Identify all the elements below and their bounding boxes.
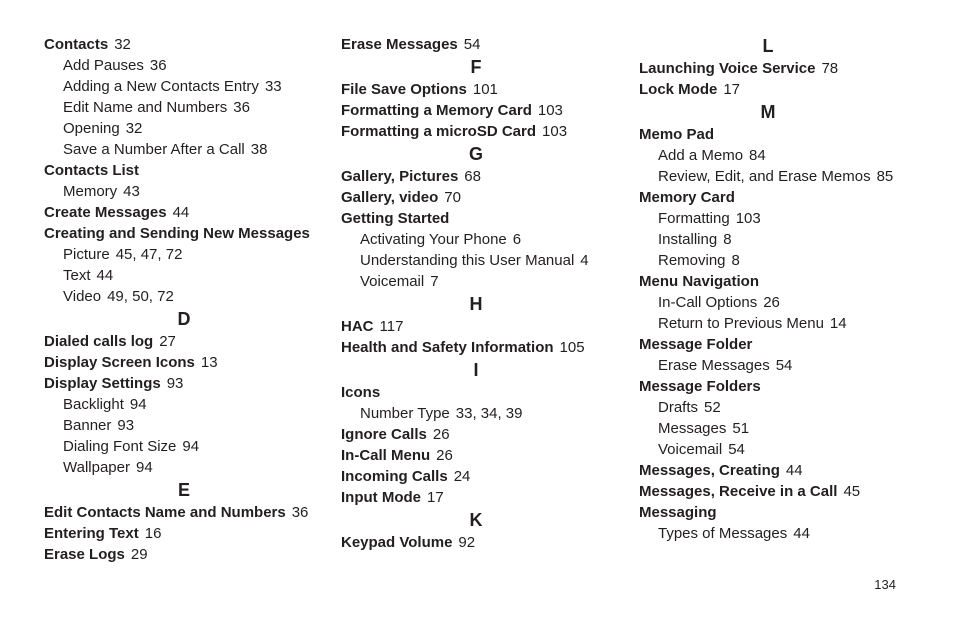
index-subentry [639, 208, 897, 229]
entry-page-ref: 33, 34, 39 [455, 405, 523, 422]
index-subentry [639, 439, 897, 460]
index-entry [341, 532, 611, 553]
entry-page-ref: 45, 47, 72 [115, 246, 183, 263]
entry-page-ref: 51 [732, 420, 750, 437]
entry-page-ref: 16 [144, 525, 162, 542]
entry-label: Create Messages [44, 204, 167, 221]
entry-label: Memo Pad [639, 126, 715, 143]
entry-page-ref: 49, 50, 72 [107, 288, 174, 305]
index-entry [44, 502, 324, 523]
entry-label: Voicemail [360, 273, 425, 290]
index-entry [639, 376, 897, 397]
index-subentry [639, 397, 897, 418]
entry-page-ref: 68 [464, 168, 481, 185]
entry-page-ref: 94 [182, 438, 200, 455]
entry-page-ref: 94 [135, 459, 153, 476]
entry-label: Edit Name and Numbers [63, 99, 228, 116]
index-entry [341, 466, 611, 487]
entry-label: Formatting a Memory Card [341, 102, 532, 119]
index-column-1 [44, 34, 324, 565]
index-entry [341, 100, 611, 121]
entry-page-ref: 44 [785, 462, 803, 479]
entry-label: Review, Edit, and Erase Memos [658, 168, 871, 185]
entry-label: Input Mode [341, 489, 421, 506]
entry-label: Save a Number After a Call [63, 141, 245, 158]
index-entry [639, 124, 897, 145]
entry-label: Text [63, 267, 91, 284]
entry-label: Messaging [639, 504, 717, 521]
entry-page-ref: 54 [775, 357, 793, 374]
index-entry [639, 502, 897, 523]
entry-label: Number Type [360, 405, 450, 422]
index-entry [341, 187, 611, 208]
entry-label: Message Folders [639, 378, 761, 395]
index-subentry [639, 229, 897, 250]
entry-page-ref: 24 [453, 468, 471, 485]
index-subentry [44, 394, 324, 415]
entry-label: Erase Logs [44, 546, 125, 563]
index-subentry [44, 139, 324, 160]
entry-label: Keypad Volume [341, 534, 453, 551]
index-entry [44, 34, 324, 55]
index-entry [341, 121, 611, 142]
entry-label: Opening [63, 120, 120, 137]
index-entry [44, 373, 324, 394]
entry-label: Contacts List [44, 162, 140, 179]
index-subentry [44, 415, 324, 436]
entry-label: Dialing Font Size [63, 438, 177, 455]
entry-page-ref: 26 [432, 426, 450, 443]
entry-page-ref: 117 [379, 318, 404, 335]
index-entry [44, 352, 324, 373]
index-entry [44, 544, 324, 565]
entry-label: Formatting [658, 210, 730, 227]
index-subentry [639, 250, 897, 271]
index-subentry [341, 271, 611, 292]
index-entry [639, 481, 897, 502]
index-letter-heading: G [468, 144, 483, 164]
index-entry [341, 337, 611, 358]
entry-page-ref: 13 [200, 354, 218, 371]
entry-label: Add Pauses [63, 57, 144, 74]
entry-label: Creating and Sending New Messages [44, 225, 310, 242]
index-subentry [639, 313, 897, 334]
entry-page-ref: 101 [472, 81, 498, 98]
entry-label: Message Folder [639, 336, 753, 353]
index-entry [639, 58, 897, 79]
index-entry [44, 223, 324, 244]
entry-page-ref: 105 [559, 339, 585, 356]
index-entry [341, 445, 611, 466]
index-entry [44, 160, 324, 181]
index-letter-heading: F [470, 57, 482, 77]
entry-label: Video [63, 288, 102, 305]
entry-page-ref: 103 [542, 123, 568, 140]
entry-label: Banner [63, 417, 112, 434]
index-subentry [44, 265, 324, 286]
entry-label: Formatting a microSD Card [341, 123, 537, 140]
index-letter-heading: E [177, 480, 190, 500]
entry-page-ref: 36 [233, 99, 250, 116]
entry-page-ref: 103 [537, 102, 563, 119]
index-entry [44, 202, 324, 223]
entry-page-ref: 54 [463, 36, 481, 53]
entry-label: Menu Navigation [639, 273, 760, 290]
entry-page-ref: 8 [723, 231, 732, 248]
index-entry [639, 187, 897, 208]
index-subentry [44, 181, 324, 202]
entry-page-ref: 84 [749, 147, 766, 164]
entry-page-ref: 44 [96, 267, 114, 284]
entry-label: Display Settings [44, 375, 161, 392]
entry-page-ref: 7 [430, 273, 439, 290]
entry-page-ref: 26 [436, 447, 453, 464]
index-letter-heading: L [762, 36, 774, 56]
entry-label: In-Call Menu [341, 447, 431, 464]
entry-label: Gallery, Pictures [341, 168, 459, 185]
entry-label: Edit Contacts Name and Numbers [44, 504, 286, 521]
entry-page-ref: 52 [704, 399, 721, 416]
entry-page-ref: 6 [512, 231, 522, 248]
entry-page-ref: 17 [723, 81, 741, 98]
index-entry [44, 523, 324, 544]
index-entry [341, 208, 611, 229]
index-subentry [639, 523, 897, 544]
index-entry [341, 79, 611, 100]
index-subentry [341, 250, 611, 271]
entry-label: Getting Started [341, 210, 450, 227]
entry-page-ref: 103 [735, 210, 761, 227]
entry-label: Understanding this User Manual [360, 252, 575, 269]
entry-page-ref: 17 [426, 489, 444, 506]
entry-page-ref: 29 [130, 546, 148, 563]
index-entry [639, 460, 897, 481]
entry-page-ref: 32 [125, 120, 143, 137]
entry-label: Dialed calls log [44, 333, 154, 350]
entry-page-ref: 70 [444, 189, 461, 206]
entry-label: Installing [658, 231, 718, 248]
entry-label: Return to Previous Menu [658, 315, 824, 332]
entry-label: Memory [63, 183, 118, 200]
index-entry [341, 382, 611, 403]
index-subentry [44, 436, 324, 457]
entry-label: Types of Messages [658, 525, 788, 542]
index-subentry [44, 286, 324, 307]
entry-label: Messages, Receive in a Call [639, 483, 838, 500]
entry-label: Gallery, video [341, 189, 439, 206]
entry-label: Drafts [658, 399, 699, 416]
entry-label: Removing [658, 252, 726, 269]
entry-label: Memory Card [639, 189, 735, 206]
entry-label: Messages, Creating [639, 462, 780, 479]
entry-page-ref: 43 [123, 183, 140, 200]
index-entry [341, 166, 611, 187]
index-column-2 [341, 34, 611, 553]
entry-page-ref: 94 [129, 396, 147, 413]
index-entry [639, 79, 897, 100]
entry-label: Launching Voice Service [639, 60, 816, 77]
entry-label: Picture [63, 246, 110, 263]
entry-label: Voicemail [658, 441, 723, 458]
entry-label: In-Call Options [658, 294, 758, 311]
index-letter-heading: I [473, 360, 479, 380]
entry-label: Adding a New Contacts Entry [63, 78, 259, 95]
index-letter-heading: M [760, 102, 776, 122]
entry-label: HAC [341, 318, 374, 335]
entry-page-ref: 45 [843, 483, 861, 500]
entry-page-ref: 33 [264, 78, 282, 95]
entry-page-ref: 36 [149, 57, 167, 74]
index-subentry [44, 244, 324, 265]
index-subentry [639, 292, 897, 313]
entry-page-ref: 32 [114, 36, 131, 53]
entry-label: Display Screen Icons [44, 354, 195, 371]
entry-label: Messages [658, 420, 727, 437]
entry-page-ref: 38 [250, 141, 268, 158]
index-entry [639, 271, 897, 292]
index-letter-heading: D [177, 309, 191, 329]
index-subentry [44, 76, 324, 97]
index-letter-heading: H [469, 294, 483, 314]
index-entry [341, 34, 611, 55]
index-subentry [639, 418, 897, 439]
entry-page-ref: 4 [580, 252, 589, 269]
entry-label: Activating Your Phone [360, 231, 507, 248]
index-subentry [44, 457, 324, 478]
index-subentry [341, 403, 611, 424]
entry-label: Health and Safety Information [341, 339, 554, 356]
index-entry [341, 316, 611, 337]
index-subentry [44, 118, 324, 139]
entry-label: Wallpaper [63, 459, 130, 476]
entry-label: Add a Memo [658, 147, 744, 164]
entry-page-ref: 54 [728, 441, 745, 458]
entry-label: Erase Messages [341, 36, 458, 53]
index-letter-heading: K [469, 510, 483, 530]
entry-label: Lock Mode [639, 81, 718, 98]
entry-label: Icons [341, 384, 381, 401]
index-subentry [639, 166, 897, 187]
entry-page-ref: 8 [731, 252, 740, 269]
index-subentry [639, 355, 897, 376]
index-entry [639, 334, 897, 355]
entry-page-ref: 44 [172, 204, 190, 221]
entry-label: Incoming Calls [341, 468, 448, 485]
entry-page-ref: 14 [829, 315, 847, 332]
index-column-3 [639, 34, 897, 544]
index-entry [44, 331, 324, 352]
index-entry [341, 424, 611, 445]
entry-page-ref: 36 [291, 504, 309, 521]
entry-label: File Save Options [341, 81, 467, 98]
index-subentry [44, 97, 324, 118]
index-subentry [341, 229, 611, 250]
entry-page-ref: 93 [166, 375, 184, 392]
entry-page-ref: 93 [117, 417, 135, 434]
entry-label: Erase Messages [658, 357, 770, 374]
entry-page-ref: 44 [793, 525, 810, 542]
entry-label: Entering Text [44, 525, 139, 542]
entry-page-ref: 78 [821, 60, 839, 77]
entry-label: Ignore Calls [341, 426, 427, 443]
entry-label: Backlight [63, 396, 124, 413]
entry-page-ref: 26 [763, 294, 780, 311]
entry-label: Contacts [44, 36, 109, 53]
index-entry [341, 487, 611, 508]
entry-page-ref: 27 [159, 333, 176, 350]
index-subentry [44, 55, 324, 76]
index-subentry [639, 145, 897, 166]
entry-page-ref: 92 [458, 534, 476, 551]
entry-page-ref: 85 [876, 168, 894, 185]
page-number: 134 [874, 577, 896, 592]
